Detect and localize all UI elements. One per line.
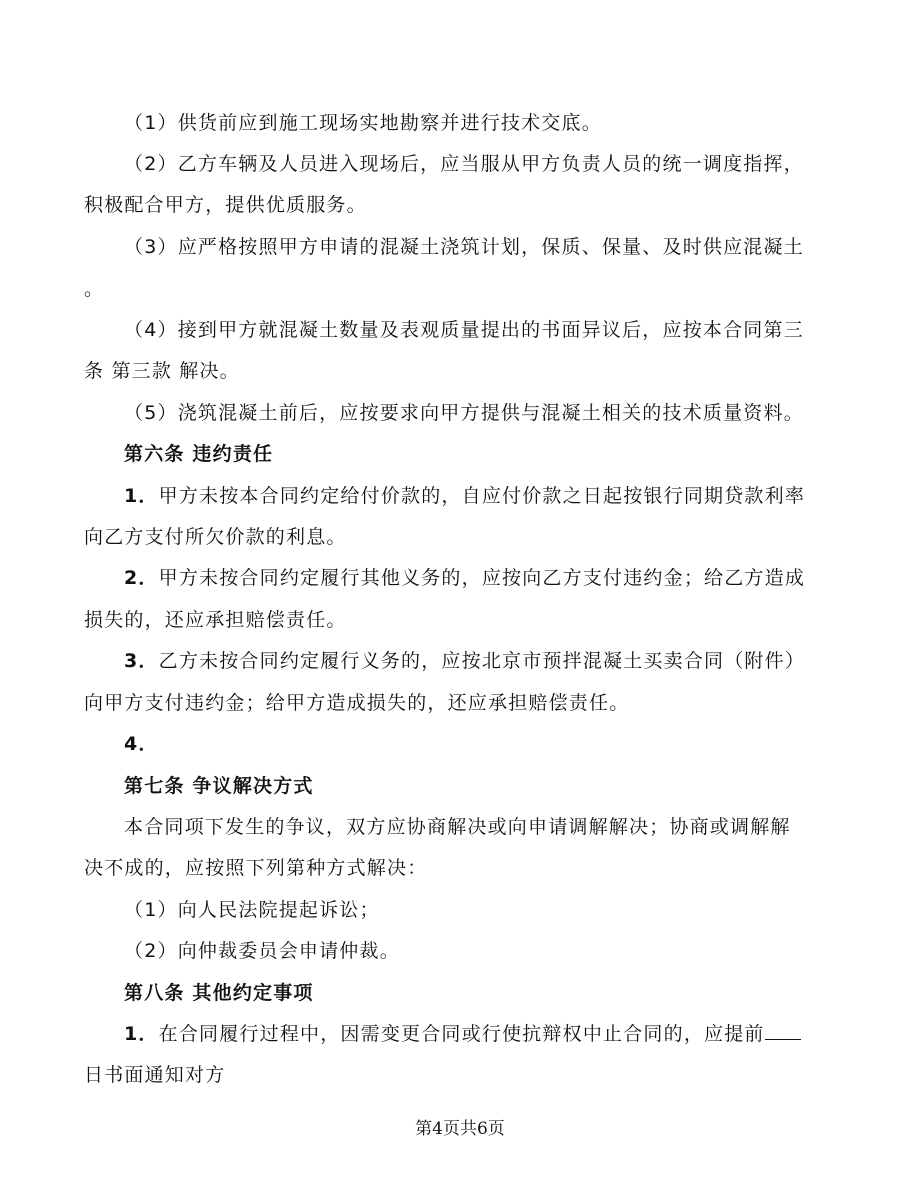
item-number: 4． bbox=[124, 733, 159, 755]
paragraph-line: 本合同项下发生的争议，双方应协商解决或向申请调解解决；协商或调解解 bbox=[124, 816, 791, 838]
item-number: 3． bbox=[124, 650, 159, 672]
blank-underline bbox=[765, 1021, 801, 1040]
numbered-item bbox=[124, 648, 884, 674]
item-text: 乙方未按合同约定履行义务的，应按北京市预拌混凝土买卖合同（附件） bbox=[158, 650, 806, 672]
paragraph-line: 日书面通知对方 bbox=[84, 1064, 226, 1086]
paragraph-line: （1）向人民法院提起诉讼； bbox=[124, 899, 380, 921]
section-heading: 第八条 其他约定事项 bbox=[124, 982, 314, 1004]
paragraph-line: （3）应严格按照甲方申请的混凝土浇筑计划，保质、保量、及时供应混凝土 bbox=[124, 236, 804, 258]
paragraph-line: 损失的，还应承担赔偿责任。 bbox=[84, 609, 347, 631]
numbered-item bbox=[124, 731, 884, 757]
paragraph-line: 向乙方支付所欠价款的利息。 bbox=[84, 526, 347, 548]
paragraph-line: （5）浇筑混凝土前后，应按要求向甲方提供与混凝土相关的技术质量资料。 bbox=[124, 402, 804, 424]
numbered-item bbox=[124, 1021, 884, 1047]
paragraph-line: （1）供货前应到施工现场实地勘察并进行技术交底。 bbox=[124, 112, 602, 134]
section-heading: 第六条 违约责任 bbox=[124, 443, 274, 465]
numbered-item bbox=[124, 483, 884, 509]
item-text: 在合同履行过程中，因需变更合同或行使抗辩权中止合同的，应提前 bbox=[158, 1023, 765, 1045]
item-number: 1． bbox=[124, 485, 159, 507]
item-text: 甲方未按合同约定履行其他义务的，应按向乙方支付违约金；给乙方造成 bbox=[158, 567, 806, 589]
paragraph-line: （4）接到甲方就混凝土数量及表观质量提出的书面异议后，应按本合同第三 bbox=[124, 319, 804, 341]
paragraph-line: 向甲方支付违约金；给甲方造成损失的，还应承担赔偿责任。 bbox=[84, 692, 630, 714]
page-footer: 第4页共6页 bbox=[415, 1119, 505, 1139]
paragraph-line: （2）乙方车辆及人员进入现场后，应当服从甲方负责人员的统一调度指挥， bbox=[124, 153, 804, 175]
numbered-item bbox=[124, 565, 884, 591]
item-text: 甲方未按本合同约定给付价款的，自应付价款之日起按银行同期贷款利率 bbox=[158, 485, 806, 507]
paragraph-line: 。 bbox=[84, 278, 105, 300]
paragraph-line: （2）向仲裁委员会申请仲裁。 bbox=[124, 940, 400, 962]
item-number: 1． bbox=[124, 1023, 159, 1045]
paragraph-line: 条 第三款 解决。 bbox=[84, 360, 240, 382]
paragraph-line: 积极配合甲方，提供优质服务。 bbox=[84, 194, 367, 216]
item-number: 2． bbox=[124, 567, 159, 589]
section-heading: 第七条 争议解决方式 bbox=[124, 775, 314, 797]
paragraph-line: 决不成的，应按照下列第种方式解决： bbox=[84, 857, 428, 879]
